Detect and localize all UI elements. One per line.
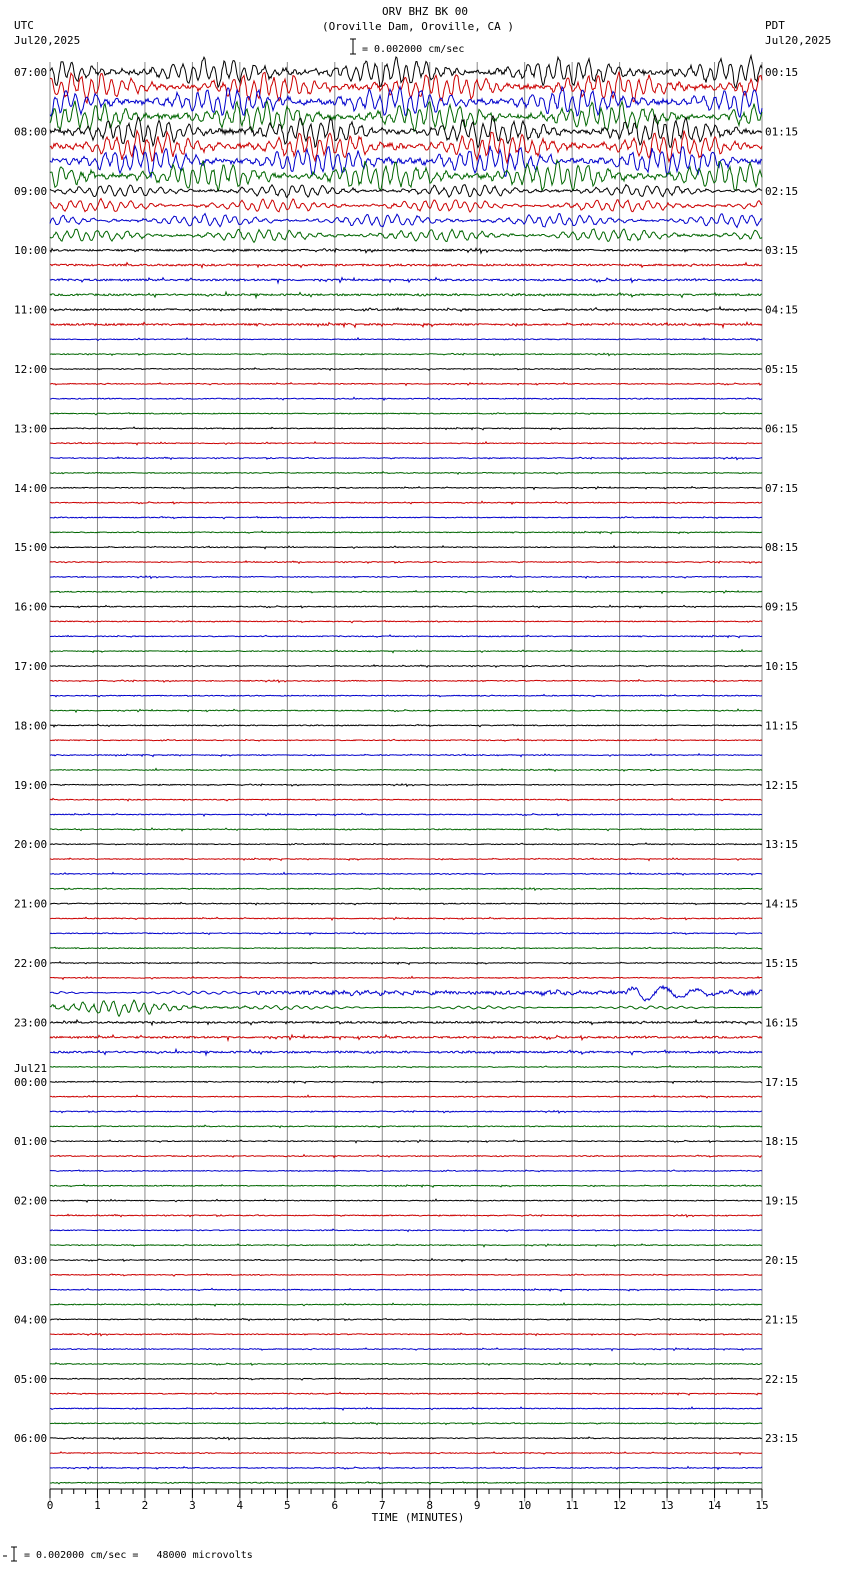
seismic-trace bbox=[50, 353, 762, 355]
utc-hour-label: 06:00 bbox=[14, 1432, 48, 1446]
seismic-trace bbox=[50, 605, 762, 608]
seismic-trace bbox=[50, 947, 762, 949]
seismic-trace bbox=[50, 1392, 762, 1395]
pdt-hour-label: 18:15 bbox=[765, 1135, 799, 1149]
seismic-trace bbox=[50, 307, 762, 311]
utc-hour-label: 13:00 bbox=[14, 422, 48, 436]
seismic-trace bbox=[50, 769, 762, 772]
seismic-trace bbox=[50, 185, 762, 198]
pdt-hour-label: 19:15 bbox=[765, 1194, 799, 1208]
seismic-trace bbox=[50, 739, 762, 741]
seismic-trace bbox=[50, 383, 762, 386]
x-tick-label: 10 bbox=[518, 1499, 532, 1512]
utc-hour-label: 14:00 bbox=[14, 481, 48, 495]
seismic-trace bbox=[50, 1452, 762, 1455]
pdt-hour-label: 10:15 bbox=[765, 660, 799, 673]
seismic-trace bbox=[50, 798, 762, 800]
utc-hour-label: 17:00 bbox=[14, 660, 48, 673]
seismic-trace bbox=[50, 160, 762, 191]
pdt-hour-label: 08:15 bbox=[765, 541, 799, 555]
x-tick-label: 2 bbox=[141, 1499, 149, 1512]
seismic-trace bbox=[50, 828, 762, 831]
seismic-trace bbox=[50, 531, 762, 534]
x-tick-label: 0 bbox=[46, 1499, 54, 1512]
station-subtitle: (Oroville Dam, Oroville, CA ) bbox=[321, 20, 515, 33]
utc-hour-label: 01:00 bbox=[14, 1135, 48, 1149]
pdt-hour-label: 16:15 bbox=[765, 1016, 799, 1030]
seismic-trace bbox=[50, 487, 762, 490]
x-tick-label: 9 bbox=[473, 1499, 481, 1512]
seismic-trace bbox=[50, 1259, 762, 1262]
seismic-trace bbox=[50, 1437, 762, 1440]
seismic-trace bbox=[50, 561, 762, 563]
seismic-trace bbox=[50, 1066, 762, 1068]
seismic-trace bbox=[50, 784, 762, 786]
seismic-trace bbox=[50, 1140, 762, 1143]
pdt-hour-label: 15:15 bbox=[765, 957, 799, 970]
seismic-trace bbox=[50, 1274, 762, 1276]
pdt-hour-labels bbox=[765, 66, 798, 1445]
pdt-hour-label: 17:15 bbox=[765, 1075, 799, 1089]
seismic-trace bbox=[50, 322, 762, 327]
seismic-trace bbox=[50, 576, 762, 579]
x-tick-label: 8 bbox=[426, 1499, 434, 1512]
utc-hour-label: 05:00 bbox=[14, 1372, 48, 1386]
x-tick-label: 15 bbox=[755, 1499, 769, 1512]
x-tick-label: 11 bbox=[565, 1499, 579, 1512]
pdt-hour-label: 06:15 bbox=[765, 422, 799, 436]
seismic-trace bbox=[50, 1363, 762, 1366]
pdt-hour-label: 13:15 bbox=[765, 838, 799, 852]
pdt-hour-label: 20:15 bbox=[765, 1254, 799, 1267]
x-tick-label: 12 bbox=[612, 1499, 627, 1512]
seismic-trace bbox=[50, 1467, 762, 1470]
utc-hour-label: 21:00 bbox=[14, 897, 48, 911]
utc-hour-label: 16:00 bbox=[14, 600, 48, 614]
seismic-trace bbox=[50, 813, 762, 816]
seismic-trace bbox=[50, 427, 762, 430]
seismic-trace bbox=[50, 457, 762, 460]
x-tick-label: 4 bbox=[236, 1499, 244, 1512]
seismic-trace bbox=[50, 1482, 762, 1484]
seismic-trace bbox=[50, 1095, 762, 1098]
seismic-trace bbox=[50, 1288, 762, 1291]
seismic-trace bbox=[50, 650, 762, 653]
seismic-trace bbox=[50, 976, 762, 979]
pdt-hour-label: 22:15 bbox=[765, 1372, 799, 1386]
pdt-hour-label: 05:15 bbox=[765, 363, 799, 376]
seismic-trace bbox=[50, 263, 762, 268]
pdt-hour-label: 07:15 bbox=[765, 481, 799, 495]
station-title: ORV BHZ BK 00 bbox=[381, 5, 469, 18]
pdt-hour-label: 11:15 bbox=[765, 719, 799, 733]
seismic-trace bbox=[50, 501, 762, 504]
seismic-trace bbox=[50, 1303, 762, 1306]
seismic-trace bbox=[50, 1422, 762, 1424]
seismic-trace bbox=[50, 413, 762, 415]
seismic-trace bbox=[50, 591, 762, 594]
seismic-trace bbox=[50, 695, 762, 697]
x-axis-label: TIME (MINUTES) bbox=[371, 1511, 465, 1524]
seismic-trace bbox=[50, 368, 762, 370]
pdt-hour-label: 14:15 bbox=[765, 897, 799, 911]
seismic-trace bbox=[50, 397, 762, 400]
seismic-trace bbox=[50, 843, 762, 845]
seismic-trace bbox=[50, 1333, 762, 1336]
trace-group bbox=[50, 56, 762, 1484]
seismic-trace bbox=[50, 1170, 762, 1172]
seismic-trace bbox=[50, 635, 762, 638]
seismic-trace bbox=[50, 1049, 762, 1055]
x-tick-label: 13 bbox=[660, 1499, 674, 1512]
pdt-hour-label: 03:15 bbox=[765, 244, 799, 258]
seismic-trace bbox=[50, 902, 762, 904]
seismic-trace bbox=[50, 986, 762, 1001]
seismic-trace bbox=[50, 1125, 762, 1127]
pdt-hour-label: 09:15 bbox=[765, 600, 799, 614]
seismic-trace bbox=[50, 1081, 762, 1084]
seismic-trace bbox=[50, 292, 762, 298]
x-tick-label: 5 bbox=[284, 1499, 291, 1512]
utc-hour-label: 20:00 bbox=[14, 838, 48, 852]
seismic-trace bbox=[50, 1348, 762, 1351]
seismic-trace bbox=[50, 1407, 762, 1410]
seismic-trace bbox=[50, 472, 762, 474]
seismic-trace bbox=[50, 932, 762, 935]
x-tick-label: 1 bbox=[94, 1499, 101, 1512]
pdt-hour-label: 02:15 bbox=[765, 184, 799, 198]
footer-scale-icon bbox=[3, 1547, 17, 1561]
utc-hour-label: 00:00 bbox=[14, 1075, 48, 1089]
calibration-text: = 0.002000 cm/sec = 48000 microvolts bbox=[24, 1550, 253, 1561]
seismic-trace bbox=[50, 1318, 762, 1320]
pdt-hour-label: 01:15 bbox=[765, 125, 799, 139]
x-tick-label: 14 bbox=[707, 1499, 722, 1512]
seismic-trace bbox=[50, 1199, 762, 1202]
seismic-trace bbox=[50, 665, 762, 667]
seismic-trace bbox=[50, 620, 762, 622]
pdt-hour-label: 00:15 bbox=[765, 66, 799, 79]
pdt-hour-label: 12:15 bbox=[765, 778, 799, 792]
utc-hour-label: 19:00 bbox=[14, 778, 48, 792]
seismic-trace bbox=[50, 1020, 762, 1025]
utc-hour-label: 04:00 bbox=[14, 1313, 48, 1327]
seismic-trace bbox=[50, 56, 762, 88]
utc-hour-labels bbox=[14, 66, 47, 1445]
right-date: Jul20,2025 bbox=[765, 34, 832, 47]
seismic-trace bbox=[50, 1229, 762, 1231]
utc-hour-label: 07:00 bbox=[14, 66, 48, 79]
utc-hour-label: 22:00 bbox=[14, 957, 48, 970]
left-date: Jul20,2025 bbox=[14, 34, 81, 47]
seismic-trace bbox=[50, 1244, 762, 1247]
x-tick-label: 3 bbox=[189, 1499, 196, 1512]
right-timezone: PDT bbox=[765, 19, 785, 32]
seismic-trace bbox=[50, 1155, 762, 1158]
seismic-trace bbox=[50, 229, 762, 243]
utc-hour-label: 08:00 bbox=[14, 125, 48, 139]
utc-hour-label: 18:00 bbox=[14, 719, 48, 733]
pdt-hour-label: 23:15 bbox=[765, 1432, 799, 1446]
seismic-trace bbox=[50, 754, 762, 757]
seismic-trace bbox=[50, 338, 762, 341]
seismic-trace bbox=[50, 442, 762, 445]
seismic-trace bbox=[50, 724, 762, 727]
scale-bar-icon bbox=[350, 39, 356, 54]
pdt-hour-label: 04:15 bbox=[765, 303, 799, 317]
pdt-hour-label: 21:15 bbox=[765, 1313, 799, 1327]
date-change-label: Jul21 bbox=[14, 1061, 48, 1075]
minute-gridlines bbox=[50, 62, 762, 1502]
seismic-trace bbox=[50, 278, 762, 283]
seismic-trace bbox=[50, 888, 762, 890]
utc-hour-label: 10:00 bbox=[14, 244, 48, 258]
x-tick-label: 7 bbox=[378, 1499, 386, 1512]
seismic-trace bbox=[50, 872, 762, 875]
seismic-trace bbox=[50, 1035, 762, 1040]
utc-hour-label: 09:00 bbox=[14, 184, 48, 198]
utc-hour-label: 03:00 bbox=[14, 1254, 48, 1267]
seismic-trace bbox=[50, 709, 762, 712]
seismic-trace bbox=[50, 1184, 762, 1187]
seismic-trace bbox=[50, 517, 762, 519]
seismic-trace bbox=[50, 1000, 762, 1016]
seismic-trace bbox=[50, 1378, 762, 1380]
seismic-trace bbox=[50, 249, 762, 254]
left-timezone: UTC bbox=[14, 19, 34, 32]
scale-text: = 0.002000 cm/sec bbox=[362, 44, 465, 55]
seismic-trace bbox=[50, 546, 762, 549]
utc-hour-label: 02:00 bbox=[14, 1194, 48, 1208]
x-tick-label: 6 bbox=[331, 1499, 339, 1512]
seismic-trace bbox=[50, 199, 762, 212]
seismic-trace bbox=[50, 858, 762, 861]
utc-hour-label: 12:00 bbox=[14, 363, 48, 376]
x-axis bbox=[47, 1489, 769, 1512]
seismic-trace bbox=[50, 680, 762, 683]
seismic-trace bbox=[50, 917, 762, 920]
seismic-trace bbox=[50, 214, 762, 228]
seismic-trace bbox=[50, 1111, 762, 1113]
seismic-trace bbox=[50, 962, 762, 965]
utc-hour-label: 23:00 bbox=[14, 1016, 48, 1030]
utc-hour-label: 11:00 bbox=[14, 303, 48, 317]
utc-hour-label: 15:00 bbox=[14, 541, 48, 555]
seismic-trace bbox=[50, 1214, 762, 1217]
